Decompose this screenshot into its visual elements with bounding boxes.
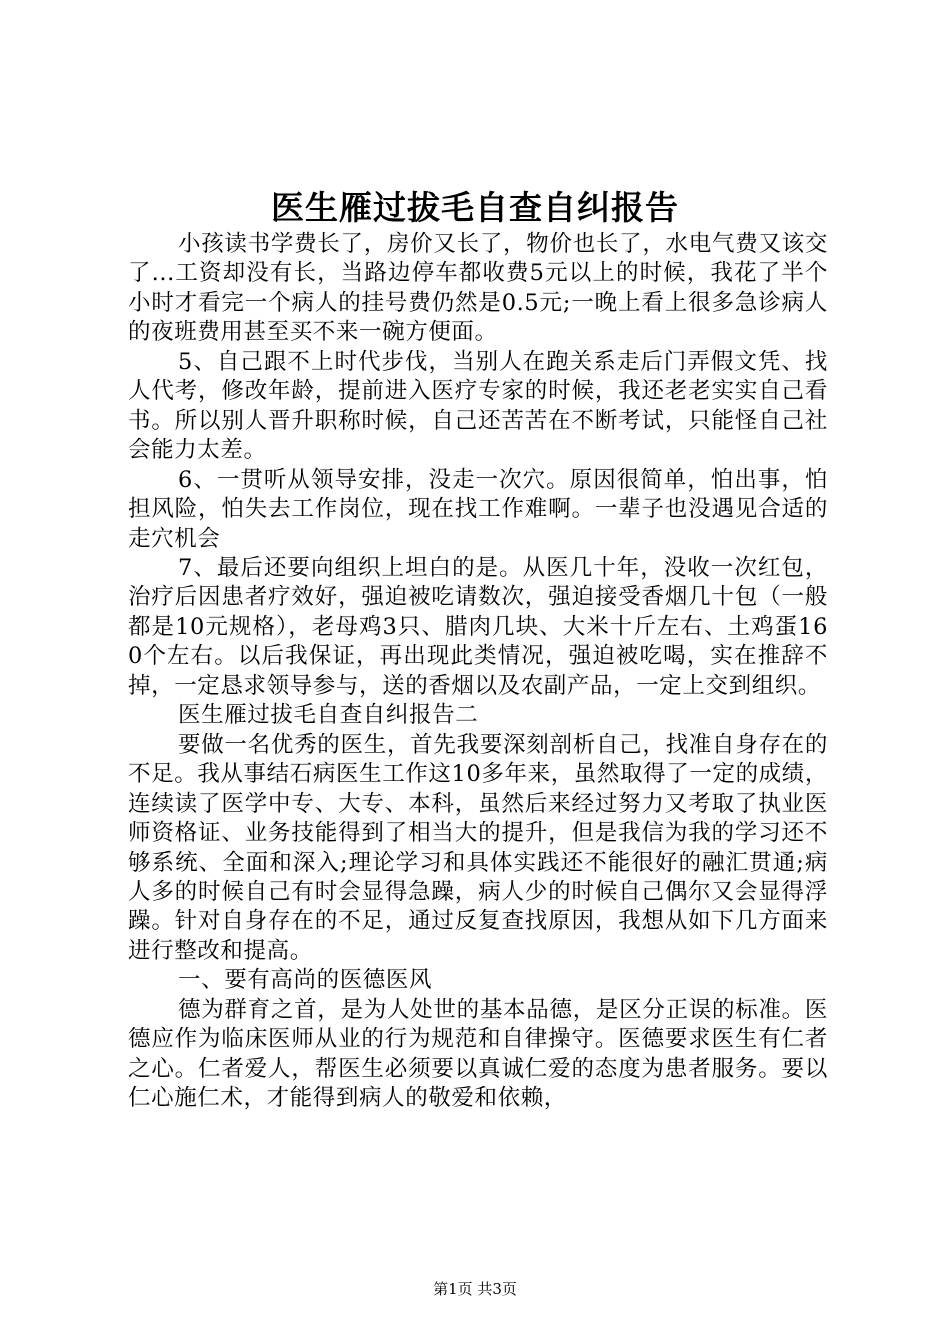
page-footer: 第1页 共3页 — [433, 1280, 517, 1298]
paragraph: 7、最后还要向组织上坦白的是。从医几十年，没收一次红包，治疗后因患者疗效好，强迫被吃请数次，强迫接受香烟几十包（一般都是10元规格），老母鸡3只、腊肉几块、大米十斤左右、土鸡蛋160个左右。以后我保证，再出现此类情况，强迫被吃喝，实在推辞不掉，一定恳求领导参与，送的香烟以及农副产品，一定上交到组织。 — [128, 554, 828, 699]
paragraph: 小孩读书学费长了，房价又长了，物价也长了，水电气费又该交了...工资却没有长，当路边停车都收费5元以上的时候，我花了半个小时才看完一个病人的挂号费仍然是0.5元;一晚上看上很多急诊病人的夜班费用甚至买不来一碗方便面。 — [128, 231, 828, 346]
document-title: 医生雁过拔毛自查自纠报告 — [271, 188, 679, 227]
document-body — [128, 230, 828, 1114]
paragraph: 6、一贯听从领导安排，没走一次穴。原因很简单，怕出事，怕担风险，怕失去工作岗位，现在找工作难啊。一辈子也没遇见合适的走穴机会 — [128, 466, 828, 552]
paragraph: 德为群育之首，是为人处世的基本品德，是区分正误的标准。医德应作为临床医师从业的行为规范和自律操守。医德要求医生有仁者之心。仁者爱人，帮医生必须要以真诚仁爱的态度为患者服务。要以仁心施仁术，才能得到病人的敬爱和依赖， — [128, 996, 828, 1112]
paragraph: 要做一名优秀的医生，首先我要深刻剖析自己，找准自身存在的不足。我从事结石病医生工作这10多年来，虽然取得了一定的成绩，连续读了医学中专、大专、本科，虽然后来经过努力又考取了执业医师资格证、业务技能得到了相当大的提升，但是我信为我的学习还不够系统、全面和深入;理论学习和具体实践还不能很好的融汇贯通;病人多的时候自己有时会显得急躁，病人少的时候自己偶尔又会显得浮躁。针对自身存在的不足，通过反复查找原因，我想从如下几方面来进行整改和提高。 — [128, 731, 828, 964]
section-heading: 一、要有高尚的医德医风 — [178, 967, 433, 994]
section-heading: 医生雁过拔毛自查自纠报告二 — [178, 702, 479, 729]
paragraph: 5、自己跟不上时代步伐，当别人在跑关系走后门弄假文凭、找人代考，修改年龄，提前进入医疗专家的时候，我还老老实实自己看书。所以别人晋升职称时候，自己还苦苦在不断考试，只能怪自己社会能力太差。 — [128, 348, 828, 464]
